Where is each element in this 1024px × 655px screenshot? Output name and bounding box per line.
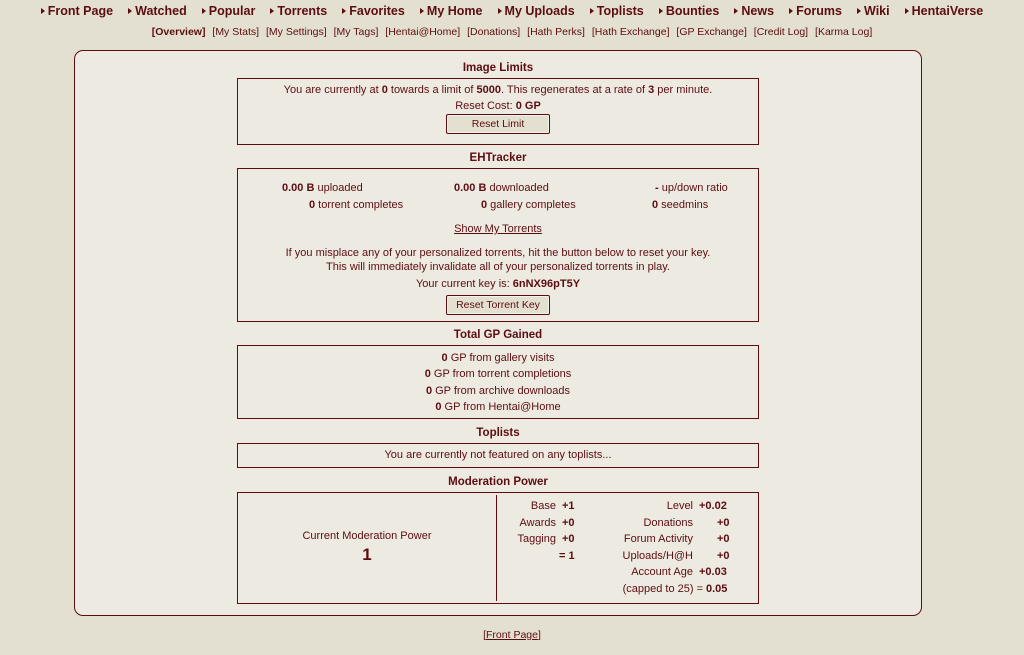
moderation-title: Moderation Power [448,476,548,488]
ehtracker-box [237,168,759,322]
nav-wiki[interactable]: Wiki [857,4,890,18]
subnav-hath-perks[interactable]: [Hath Perks] [527,26,585,38]
mod-account-age-label: Account Age [631,566,693,578]
subnav-my-stats[interactable]: [My Stats] [212,26,260,38]
arrow-right-icon [420,8,424,14]
mod-base-label: Base [530,500,556,512]
arrow-right-icon [270,8,274,14]
subnav-hath-exchange[interactable]: [Hath Exchange] [591,26,670,38]
mod-account-age-value: +0.03 [699,566,727,578]
mod-tagging-value: +0 [562,533,575,545]
gp-torrent-completions: 0 GP from torrent completions [424,368,572,381]
arrow-right-icon [734,8,738,14]
arrow-right-icon [128,8,132,14]
seedmins-stat: 0 seedmins [652,199,709,211]
nav-my-uploads[interactable]: My Uploads [498,4,575,18]
nav-front-page[interactable]: Front Page [41,4,113,18]
mod-level-label: Level [666,500,693,512]
subnav-hentai-at-home[interactable]: [Hentai@Home] [385,26,461,38]
image-limits-box [237,78,759,145]
arrow-right-icon [789,8,793,14]
arrow-right-icon [202,8,206,14]
subnav-karma-log[interactable]: [Karma Log] [815,26,873,38]
mod-uploads-hah-value: +0 [717,549,730,562]
nav-bounties[interactable]: Bounties [659,4,719,18]
footer-front-page-link[interactable]: [Front Page] [483,629,541,641]
current-moderation-label: Current Moderation Power [302,530,432,542]
subnav-donations[interactable]: [Donations] [467,26,521,38]
reset-key-info: If you misplace any of your personalized torrents, hit the button below to reset your key. This will immediately invalidate all of your personalized torrents in play. [285,247,711,273]
gp-hentai-at-home: 0 GP from Hentai@Home [435,400,561,413]
mod-uploads-hah-label: Uploads/H@H [622,549,693,562]
moderation-box [237,492,759,604]
current-moderation-value: 1 [362,545,372,564]
reset-torrent-key-button[interactable]: Reset Torrent Key [446,295,550,315]
arrow-right-icon [857,8,861,14]
reset-cost: Reset Cost: 0 GP [455,100,541,112]
toplists-box [237,443,759,468]
downloaded-stat: 0.00 B downloaded [454,182,549,194]
uploaded-stat: 0.00 B uploaded [282,182,363,194]
arrow-right-icon [498,8,502,14]
ehtracker-title: EHTracker [469,152,527,164]
reset-limit-button[interactable]: Reset Limit [446,114,550,134]
mod-donations-label: Donations [643,516,693,529]
gp-gallery-visits: 0 GP from gallery visits [441,352,555,364]
mod-capped-label: (capped to 25) = [622,582,703,595]
torrent-completes-stat: 0 torrent completes [309,199,404,211]
footer [0,629,1024,641]
image-limits-title: Image Limits [462,62,534,74]
nav-torrents[interactable]: Torrents [270,4,327,18]
nav-news[interactable]: News [734,4,774,18]
nav-toplists[interactable]: Toplists [590,4,644,18]
mod-forum-activity-label: Forum Activity [623,533,693,545]
overview-panel [74,50,922,616]
subnav-gp-exchange[interactable]: [GP Exchange] [676,26,747,38]
subnav-my-tags[interactable]: [My Tags] [333,26,379,38]
nav-forums[interactable]: Forums [789,4,842,18]
subnav-credit-log[interactable]: [Credit Log] [753,26,809,38]
total-gp-box [237,345,759,419]
arrow-right-icon [590,8,594,14]
subnav-my-settings[interactable]: [My Settings] [266,26,327,38]
moderation-current [238,495,497,601]
arrow-right-icon [41,8,45,14]
nav-favorites[interactable]: Favorites [342,4,405,18]
toplists-title: Toplists [476,427,520,439]
subnav-overview[interactable]: [Overview] [151,26,206,38]
gp-archive-downloads: 0 GP from archive downloads [425,384,571,397]
mod-donations-value: +0 [717,516,730,529]
mod-level-value: +0.02 [699,500,727,512]
current-key: Your current key is: 6nNX96pT5Y [415,278,581,290]
gallery-completes-stat: 0 gallery completes [481,199,576,211]
ratio-stat: - up/down ratio [655,182,728,194]
image-limits-status: You are currently at 0 towards a limit of 5000. This regenerates at a rate of 3 per minute. [283,84,713,96]
toplists-status: You are currently not featured on any toplists... [384,449,612,461]
mod-base-value: +1 [562,500,575,512]
arrow-right-icon [905,8,909,14]
mod-awards-value: +0 [562,516,575,529]
sub-nav [0,26,1024,38]
arrow-right-icon [659,8,663,14]
total-gp-title: Total GP Gained [453,329,543,341]
show-my-torrents-link[interactable]: Show My Torrents [454,223,542,235]
mod-awards-label: Awards [519,516,556,529]
nav-my-home[interactable]: My Home [420,4,483,18]
mod-subtotal-value: = 1 [559,549,575,562]
mod-total-value: 0.05 [706,582,728,595]
nav-hentaiverse[interactable]: HentaiVerse [905,4,984,18]
mod-tagging-label: Tagging [517,533,556,545]
arrow-right-icon [342,8,346,14]
mod-forum-activity-value: +0 [717,533,730,545]
main-nav [0,4,1024,18]
nav-popular[interactable]: Popular [202,4,256,18]
nav-watched[interactable]: Watched [128,4,187,18]
